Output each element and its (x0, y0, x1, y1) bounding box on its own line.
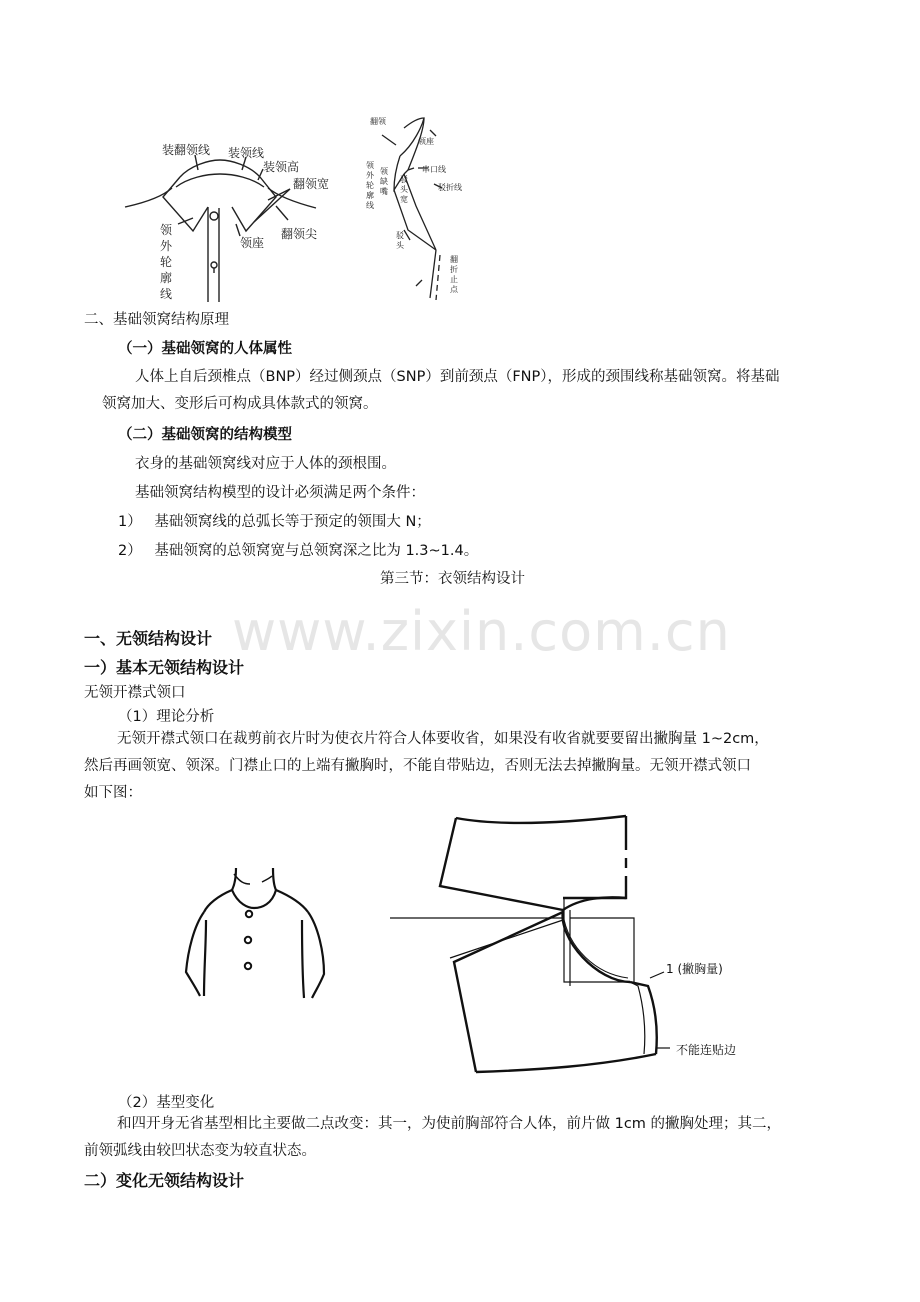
label-chuankouxian: 串口线 (422, 165, 446, 174)
label-fanling-jian: 翻领尖 (281, 227, 318, 241)
label-outline-char: 线 (366, 201, 374, 210)
section-title: 第三节：衣领结构设计 (380, 571, 525, 587)
paragraph-line: 和四开身无省基型相比主要做二点改变：其一，为使前胸部符合人体，前片做 1cm 的撇胸处理；其二， (117, 1116, 782, 1132)
pattern-draft-diagram (388, 810, 758, 1082)
label-lingquezui-char: 领 (380, 167, 388, 176)
label-fanling-kuan: 翻领宽 (293, 177, 330, 191)
list-text: 基础领窝线的总弧长等于预定的领围大 N； (154, 514, 431, 530)
shirt-collar-diagram (118, 130, 338, 305)
label-lingquezui-char: 缺 (380, 177, 388, 186)
label-outline-char: 领 (160, 223, 173, 237)
list-number: 1） (118, 514, 142, 530)
label-fanzhe-char: 止 (450, 275, 458, 284)
label-zhuang-linggao: 装领高 (263, 160, 300, 174)
paragraph: 基础领窝结构模型的设计必须满足两个条件： (135, 485, 425, 501)
label-outline-char: 领 (366, 161, 374, 170)
label-botou-char: 头 (396, 241, 404, 250)
paragraph-line: 如下图： (84, 785, 142, 801)
watermark: www.zixin.com.cn (232, 600, 731, 663)
label-botou-char: 驳 (396, 231, 404, 240)
label-zhuang-lingxian: 装领线 (228, 146, 265, 160)
paragraph-line: 然后再画领宽、领深。门襟止口的上端有撇胸时，不能自带贴边，否则无法去掉撇胸量。无领开襟式领口 (84, 758, 751, 774)
paragraph-line: 领窝加大、变形后可构成具体款式的领窝。 (102, 396, 378, 412)
paragraph (84, 726, 844, 807)
label-outline-char: 廓 (160, 271, 173, 285)
paragraph-line: 人体上自后颈椎点（BNP）经过侧颈点（SNP）到前颈点（FNP），形成的颈围线称基础领窝。将基础 (135, 369, 780, 385)
paragraph (84, 1111, 844, 1165)
paragraph-line: 前领弧线由较凹状态变为较直状态。 (84, 1143, 316, 1159)
label-fanzhe-char: 翻 (450, 255, 458, 264)
label-fanling: 翻领 (370, 117, 386, 126)
label-botoukuan-char: 头 (400, 185, 408, 194)
heading: 一）基本无领结构设计 (84, 658, 245, 677)
label-outline-char: 线 (160, 287, 173, 301)
list-item (118, 541, 478, 561)
label-lingzuo: 领座 (240, 236, 265, 250)
subsection-heading: （一）基础领窝的人体属性 (118, 341, 292, 357)
label-botoukuan-char: 驳 (400, 175, 408, 184)
label-outline-char: 外 (366, 171, 374, 180)
paragraph (102, 364, 842, 418)
label-bozhexian: 驳折线 (438, 183, 462, 192)
list-text: 基础领窝的总领窝宽与总领窝深之比为 1.3~1.4。 (154, 543, 479, 559)
text: 无领开襟式领口 (84, 685, 186, 701)
paragraph-line: 无领开襟式领口在裁剪前衣片时为使衣片符合人体要收省，如果没有收省就要要留出撇胸量 1~2cm， (117, 731, 769, 747)
label-botoukuan-char: 宽 (400, 195, 408, 204)
label-lingquezui-char: 嘴 (380, 187, 388, 196)
subsection-heading: （二）基础领窝的结构模型 (118, 427, 292, 443)
label-fanzhe-char: 点 (450, 285, 458, 294)
section-heading: 二、基础领窝结构原理 (84, 312, 229, 328)
list-number: 2） (118, 543, 142, 559)
label-outline-char: 外 (160, 239, 173, 253)
heading: 一、无领结构设计 (84, 629, 213, 648)
label-outline-char: 轮 (366, 181, 374, 190)
paragraph: 衣身的基础领窝线对应于人体的颈根围。 (135, 456, 396, 472)
label-fanzhe-char: 折 (450, 265, 458, 274)
text: （2）基型变化 (118, 1095, 215, 1111)
label-outline-char: 廓 (366, 191, 374, 200)
label-pieyongliang: 1 (撇胸量) (666, 962, 723, 976)
label-buneng-lian-tiebian: 不能连贴边 (676, 1043, 737, 1057)
label-outline-char: 轮 (160, 255, 173, 269)
lapel-collar-diagram (352, 110, 482, 305)
text: （1）理论分析 (118, 709, 215, 725)
label-lingzuo: 领座 (418, 137, 434, 146)
list-item (118, 512, 431, 532)
collarless-garment-sketch (178, 860, 338, 1002)
label-zhuang-fanlingxian: 装翻领线 (162, 143, 211, 157)
heading: 二）变化无领结构设计 (84, 1171, 245, 1190)
